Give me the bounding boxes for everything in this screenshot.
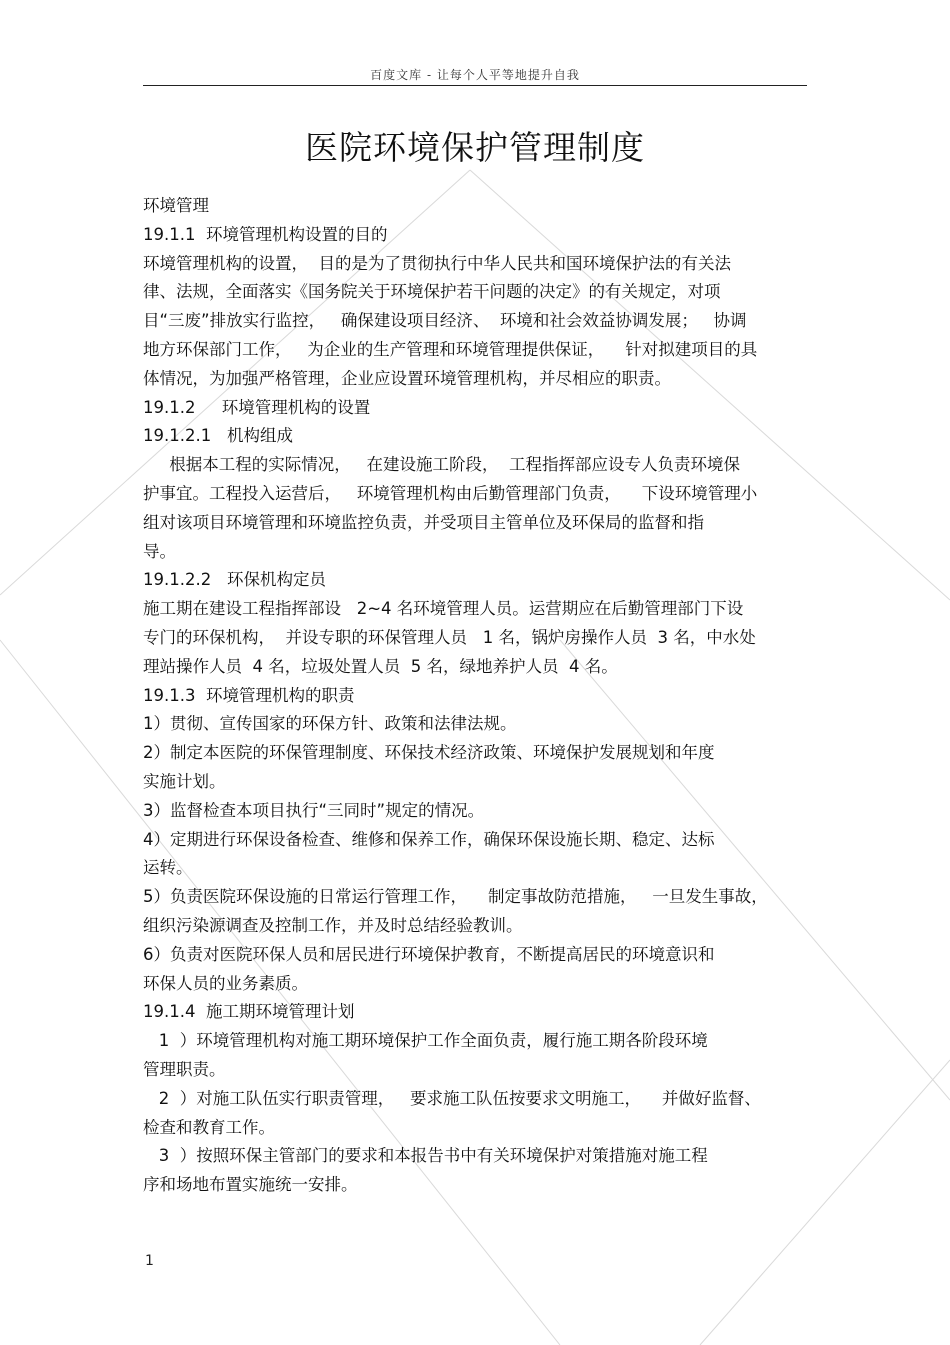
body-line: 根据本工程的实际情况， 在建设施工阶段， 工程指挥部应设专人负责环境保 <box>143 455 740 475</box>
body-line: 19.1.3 环境管理机构的职责 <box>143 685 355 705</box>
body-line: 3）监督检查本项目执行“三同时”规定的情况。 <box>143 800 485 820</box>
document-title: 医院环境保护管理制度 <box>305 128 645 167</box>
page-header: 百度文库 - 让每个人平等地提升自我 <box>370 68 580 82</box>
body-line: 3 ）按照环保主管部门的要求和本报告书中有关环境保护对策措施对施工程 <box>143 1146 708 1166</box>
header-divider <box>143 85 807 86</box>
document-body <box>143 192 813 1200</box>
body-line: 6）负责对医院环保人员和居民进行环境保护教育，不断提高居民的环境意识和 <box>143 944 715 964</box>
body-line: 5）负责医院环保设施的日常运行管理工作， 制定事故防范措施， 一旦发生事故， <box>143 887 768 907</box>
body-line: 理站操作人员 4 名，垃圾处置人员 5 名，绿地养护人员 4 名。 <box>143 656 618 676</box>
body-line: 施工期在建设工程指挥部设 2~4 名环境管理人员。运营期应在后勤管理部门下设 <box>143 599 744 619</box>
body-line: 2）制定本医院的环保管理制度、环保技术经济政策、环境保护发展规划和年度 <box>143 743 715 763</box>
body-line: 实施计划。 <box>143 771 226 791</box>
body-line: 4）定期进行环保设备检查、维修和保养工作，确保环保设施长期、稳定、达标 <box>143 829 715 849</box>
page-number: 1 <box>145 1253 154 1269</box>
body-line: 19.1.2.1 机构组成 <box>143 426 293 446</box>
body-line: 检查和教育工作。 <box>143 1117 275 1137</box>
body-line: 19.1.4 施工期环境管理计划 <box>143 1002 355 1022</box>
body-line: 2 ）对施工队伍实行职责管理， 要求施工队伍按要求文明施工， 并做好监督、 <box>143 1088 761 1108</box>
body-line: 地方环保部门工作， 为企业的生产管理和环境管理提供保证， 针对拟建项目的具 <box>143 339 758 359</box>
body-line: 环境管理 <box>143 196 209 215</box>
body-line: 1 ）环境管理机构对施工期环境保护工作全面负责，履行施工期各阶段环境 <box>143 1031 708 1051</box>
body-line: 体情况，为加强严格管理，企业应设置环境管理机构，并尽相应的职责。 <box>143 368 671 388</box>
body-line: 运转。 <box>143 858 193 878</box>
body-line: 19.1.2.2 环保机构定员 <box>143 570 326 590</box>
body-line: 律、法规，全面落实《国务院关于环境保护若干问题的决定》的有关规定，对项 <box>143 282 721 302</box>
body-line: 1）贯彻、宣传国家的环保方针、政策和法律法规。 <box>143 714 517 734</box>
body-line: 导。 <box>143 541 176 561</box>
body-line: 19.1.1 环境管理机构设置的目的 <box>143 224 388 244</box>
body-line: 序和场地布置实施统一安排。 <box>143 1175 358 1195</box>
body-line: 环保人员的业务素质。 <box>143 973 308 993</box>
body-line: 护事宜。工程投入运营后， 环境管理机构由后勤管理部门负责， 下设环境管理小 <box>143 483 758 503</box>
body-line: 专门的环保机构， 并设专职的环保管理人员 1 名，锅炉房操作人员 3 名，中水处 <box>143 627 756 647</box>
body-line: 环境管理机构的设置， 目的是为了贯彻执行中华人民共和国环境保护法的有关法 <box>143 253 731 273</box>
body-line: 19.1.2 环境管理机构的设置 <box>143 397 371 417</box>
body-line: 目“三废”排放实行监控， 确保建设项目经济、 环境和社会效益协调发展； 协调 <box>143 311 747 331</box>
body-line: 组织污染源调查及控制工作，并及时总结经验教训。 <box>143 915 523 935</box>
body-line: 管理职责。 <box>143 1059 226 1079</box>
body-line: 组对该项目环境管理和环境监控负责，并受项目主管单位及环保局的监督和指 <box>143 512 704 532</box>
